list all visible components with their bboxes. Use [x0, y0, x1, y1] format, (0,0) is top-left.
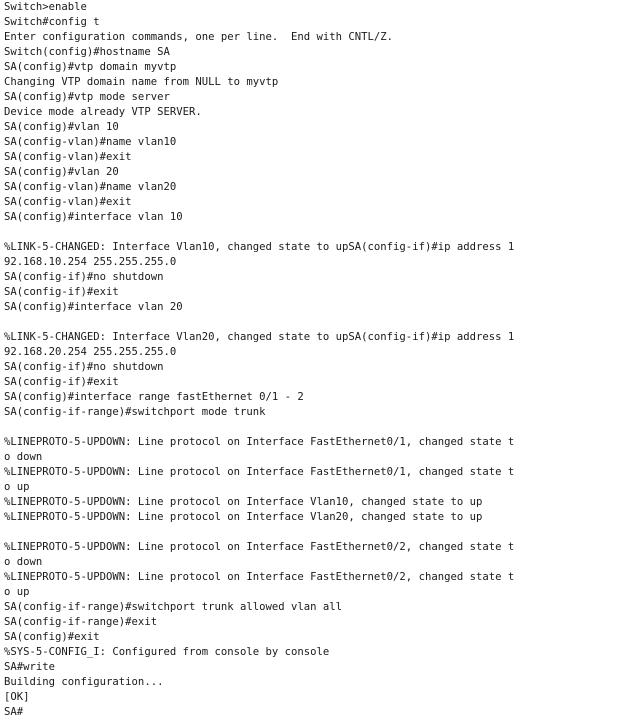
terminal-line: SA(config)#interface range fastEthernet 0/1 - 2	[4, 391, 304, 403]
terminal-line: SA(config-if)#no shutdown	[4, 361, 164, 373]
terminal-line: SA(config)#vlan 10	[4, 121, 119, 133]
terminal-line: Switch#config t	[4, 16, 100, 28]
terminal-line: 92.168.10.254 255.255.255.0	[4, 256, 177, 268]
terminal-line: SA(config)#vtp domain myvtp	[4, 61, 177, 73]
terminal-line: o up	[4, 481, 30, 493]
terminal-line: o down	[4, 556, 43, 568]
terminal-line: Enter configuration commands, one per line. End with CNTL/Z.	[4, 31, 394, 43]
terminal-line: 92.168.20.254 255.255.255.0	[4, 346, 177, 358]
terminal-line: SA(config)#vlan 20	[4, 166, 119, 178]
terminal-line: Device mode already VTP SERVER.	[4, 106, 202, 118]
terminal-line: SA#	[4, 706, 24, 718]
terminal-blank-line	[4, 420, 629, 435]
terminal-line: %LINEPROTO-5-UPDOWN: Line protocol on Interface FastEthernet0/1, changed state t	[4, 466, 515, 478]
terminal-line: SA(config-if)#exit	[4, 376, 119, 388]
terminal-line: %LINK-5-CHANGED: Interface Vlan10, changed state to upSA(config-if)#ip address 1	[4, 241, 515, 253]
terminal-line: %LINEPROTO-5-UPDOWN: Line protocol on Interface Vlan10, changed state to up	[4, 496, 483, 508]
terminal-line: %LINEPROTO-5-UPDOWN: Line protocol on Interface FastEthernet0/2, changed state t	[4, 541, 515, 553]
terminal-line: Switch(config)#hostname SA	[4, 46, 170, 58]
terminal-line: SA(config-if-range)#switchport trunk allowed vlan all	[4, 601, 343, 613]
terminal-line: Switch>enable	[4, 1, 87, 13]
terminal-line: o up	[4, 586, 30, 598]
terminal-line: SA(config-if)#exit	[4, 286, 119, 298]
terminal-line: SA(config-vlan)#exit	[4, 151, 132, 163]
terminal-line: %SYS-5-CONFIG_I: Configured from console by console	[4, 646, 330, 658]
terminal-line: %LINK-5-CHANGED: Interface Vlan20, changed state to upSA(config-if)#ip address 1	[4, 331, 515, 343]
terminal-line: SA(config)#exit	[4, 631, 100, 643]
terminal-line: SA(config-vlan)#name vlan10	[4, 136, 177, 148]
terminal-blank-line	[4, 525, 629, 540]
terminal-line: SA(config-vlan)#name vlan20	[4, 181, 177, 193]
terminal-line: o down	[4, 451, 43, 463]
terminal-line: [OK]	[4, 691, 30, 703]
terminal-line: SA(config)#vtp mode server	[4, 91, 170, 103]
terminal-line: %LINEPROTO-5-UPDOWN: Line protocol on Interface Vlan20, changed state to up	[4, 511, 483, 523]
terminal-line: SA(config-if)#no shutdown	[4, 271, 164, 283]
terminal-line: SA(config-if-range)#exit	[4, 616, 158, 628]
terminal-output	[4, 0, 629, 720]
terminal-blank-line	[4, 315, 629, 330]
terminal-line: %LINEPROTO-5-UPDOWN: Line protocol on Interface FastEthernet0/1, changed state t	[4, 436, 515, 448]
terminal-line: SA#write	[4, 661, 56, 673]
terminal-line: SA(config-vlan)#exit	[4, 196, 132, 208]
terminal-line: %LINEPROTO-5-UPDOWN: Line protocol on Interface FastEthernet0/2, changed state t	[4, 571, 515, 583]
terminal-line: SA(config)#interface vlan 20	[4, 301, 183, 313]
terminal-line: SA(config)#interface vlan 10	[4, 211, 183, 223]
terminal-line: Changing VTP domain name from NULL to myvtp	[4, 76, 279, 88]
terminal-line: Building configuration...	[4, 676, 164, 688]
terminal-line: SA(config-if-range)#switchport mode trunk	[4, 406, 266, 418]
terminal-blank-line	[4, 225, 629, 240]
